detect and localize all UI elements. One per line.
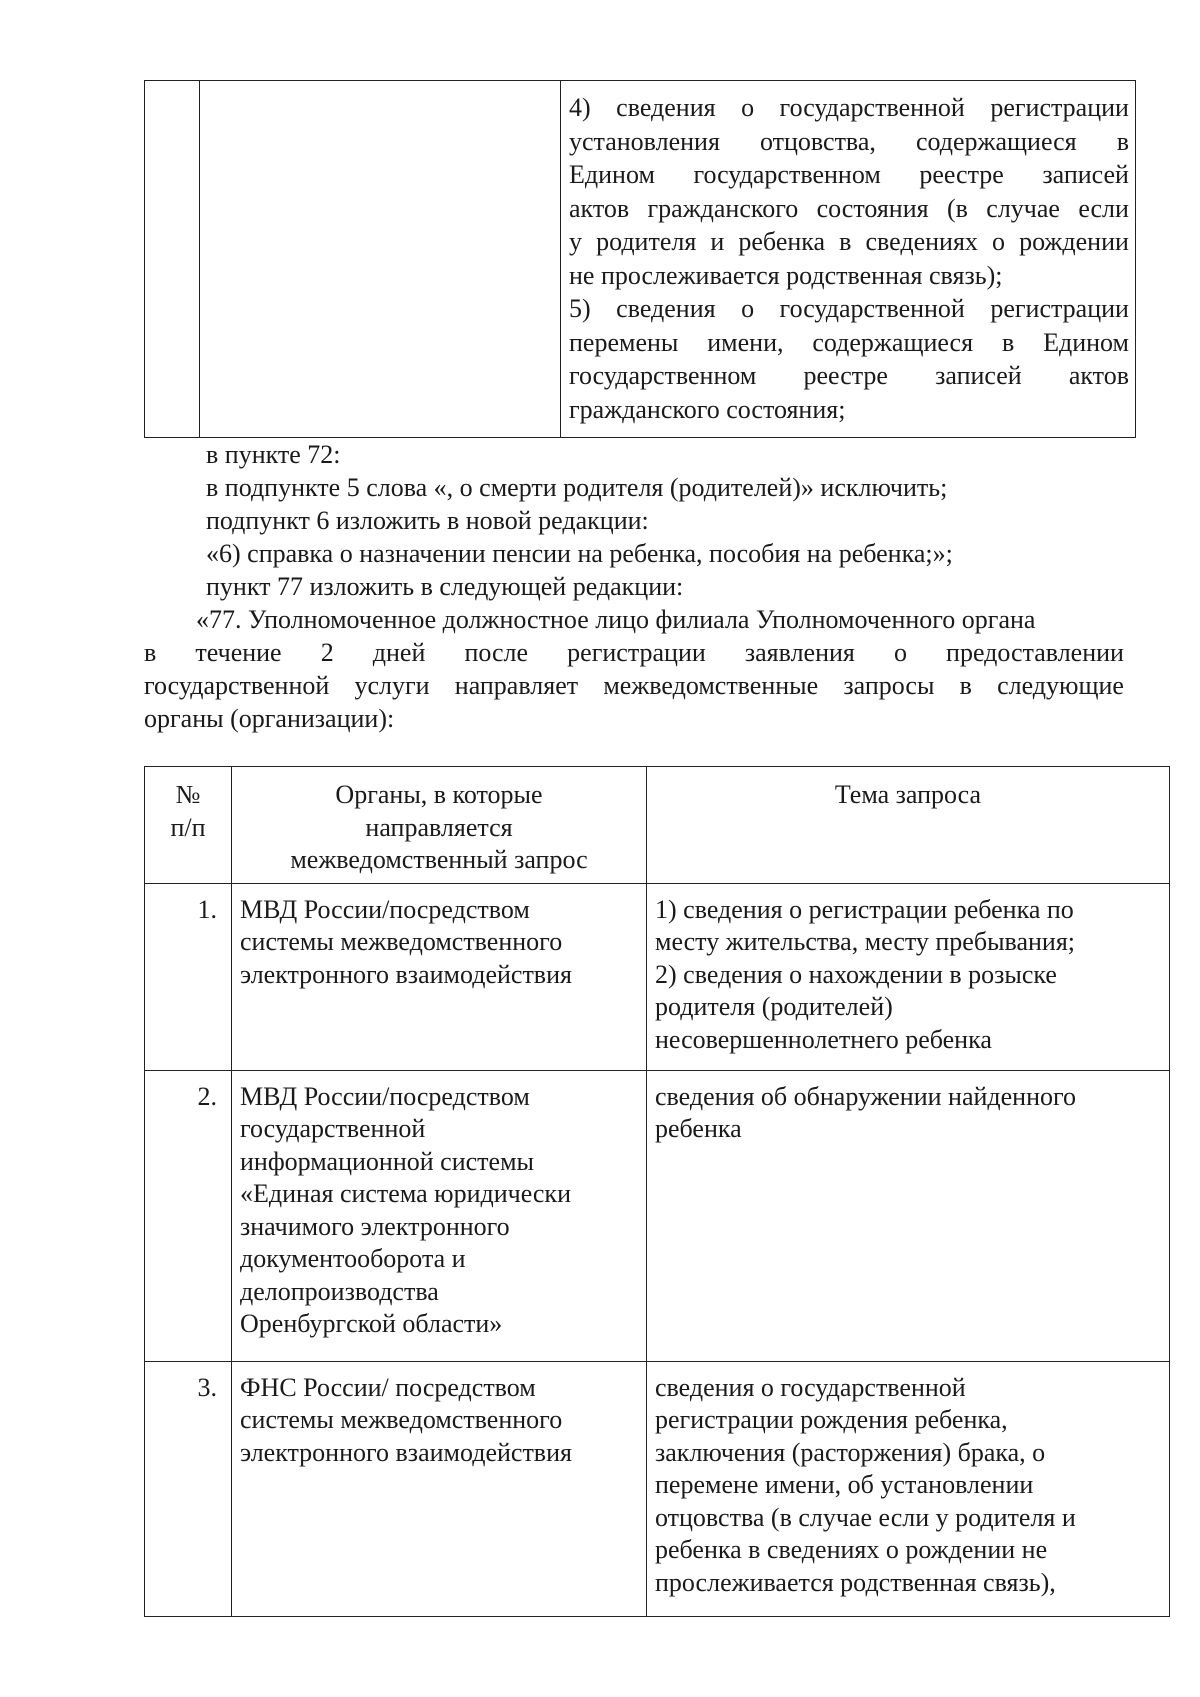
body-line: подпункт 6 изложить в новой редакции: bbox=[206, 506, 649, 535]
word: сведениях bbox=[865, 227, 978, 256]
word: состояния bbox=[816, 193, 929, 223]
continuation-text-line bbox=[569, 225, 1129, 259]
continuation-text-line bbox=[569, 359, 1129, 393]
table-row bbox=[145, 1361, 1170, 1616]
word: реестре bbox=[919, 160, 1004, 189]
body-line: «77. Уполномоченное должностное лицо филиала Уполномоченного органа bbox=[196, 605, 1036, 634]
word: в bbox=[1116, 126, 1129, 156]
word: государственном bbox=[569, 361, 757, 390]
row-organ: МВД России/посредством государственной информационной системы «Единая система юридически значимого электронного документооборота и делопроизводства Оренбургской области» bbox=[232, 1070, 647, 1361]
word: государственной bbox=[779, 93, 965, 122]
continuation-number-cell bbox=[145, 81, 200, 438]
continuation-text-line bbox=[569, 292, 1129, 326]
word: установления bbox=[569, 126, 720, 156]
word: о bbox=[741, 93, 755, 122]
row-number: 1. bbox=[145, 883, 232, 1070]
word: сведения bbox=[616, 294, 716, 323]
header-organs: Органы, в которые направляется межведомственный запрос bbox=[232, 767, 647, 884]
row-topic: сведения о государственной регистрации рождения ребенка, заключения (расторжения) брака, о перемене имени, об установлении отцовства (в случае если у родителя и ребенка в сведениях о рождении не прослеживается родственная связь), bbox=[647, 1361, 1170, 1616]
table-row bbox=[145, 883, 1170, 1070]
body-line: органы (организации): bbox=[144, 704, 395, 733]
continuation-table bbox=[144, 80, 1136, 438]
row-topic: 1) сведения о регистрации ребенка по месту жительства, месту пребывания; 2) сведения о нахождении в розыске родителя (родителей) несовершеннолетнего ребенка bbox=[647, 883, 1170, 1070]
amendment-text bbox=[144, 438, 1124, 735]
continuation-topic-cell bbox=[561, 81, 1136, 438]
continuation-text-line bbox=[569, 326, 1129, 360]
word: о bbox=[893, 638, 907, 667]
word: запросы bbox=[843, 671, 935, 700]
word: услуги bbox=[354, 671, 430, 700]
word: ребенка bbox=[738, 227, 826, 256]
word: перемены bbox=[569, 327, 679, 357]
word: актов bbox=[1068, 361, 1129, 390]
continuation-organ-cell bbox=[200, 81, 561, 438]
word: имени, bbox=[707, 327, 784, 357]
body-line-justified bbox=[144, 669, 1124, 702]
row-number: 3. bbox=[145, 1361, 232, 1616]
word: в bbox=[1001, 327, 1015, 357]
word: государственном bbox=[693, 160, 881, 189]
continuation-topic-text bbox=[569, 91, 1129, 426]
table-row bbox=[145, 1070, 1170, 1361]
word: случае bbox=[986, 193, 1060, 223]
word: записей bbox=[1042, 160, 1129, 189]
word: не прослеживается родственная связь); bbox=[569, 260, 1003, 290]
word: содержащиеся bbox=[812, 327, 974, 357]
row-organ: МВД России/посредством системы межведомственного электронного взаимодействия bbox=[232, 883, 647, 1070]
word: рождении bbox=[1019, 227, 1129, 256]
word: регистрации bbox=[990, 294, 1129, 323]
word: регистрации bbox=[990, 93, 1129, 122]
word: следующие bbox=[997, 671, 1124, 700]
header-number: № п/п bbox=[145, 767, 232, 884]
word: межведомственные bbox=[603, 671, 819, 700]
word: государственной bbox=[144, 671, 330, 700]
word: родителя bbox=[596, 227, 697, 256]
word: государственной bbox=[779, 294, 965, 323]
word: сведения bbox=[616, 93, 716, 122]
body-line-justified bbox=[144, 636, 1124, 669]
word: актов bbox=[569, 193, 630, 223]
row-topic: сведения об обнаружении найденного ребенка bbox=[647, 1070, 1170, 1361]
word: дней bbox=[372, 638, 426, 667]
word: у bbox=[569, 227, 582, 256]
interagency-requests-table bbox=[144, 766, 1170, 1617]
word: в bbox=[959, 671, 972, 700]
continuation-text-line bbox=[569, 125, 1129, 159]
word: о bbox=[992, 227, 1005, 256]
row-organ: ФНС России/ посредством системы межведомственного электронного взаимодействия bbox=[232, 1361, 647, 1616]
word: в bbox=[839, 227, 852, 256]
word: записей bbox=[935, 361, 1022, 390]
table-header-row bbox=[145, 767, 1170, 884]
word: гражданского bbox=[647, 193, 799, 223]
word: в bbox=[144, 638, 157, 667]
word: если bbox=[1078, 193, 1129, 223]
word: (в bbox=[946, 193, 968, 223]
body-line: «6) справка о назначении пенсии на ребенка, пособия на ребенка;»; bbox=[206, 539, 953, 568]
word: после bbox=[464, 638, 529, 667]
word: гражданского состояния; bbox=[569, 394, 846, 424]
word: реестре bbox=[803, 361, 888, 390]
continuation-text-line bbox=[569, 192, 1129, 226]
word: содержащиеся bbox=[915, 126, 1077, 156]
word: 2 bbox=[320, 638, 334, 667]
word: отцовства, bbox=[759, 126, 876, 156]
continuation-text-line bbox=[569, 393, 1129, 427]
row-number: 2. bbox=[145, 1070, 232, 1361]
header-topic: Тема запроса bbox=[647, 767, 1170, 884]
body-line: в подпункте 5 слова «, о смерти родителя (родителей)» исключить; bbox=[206, 473, 948, 502]
continuation-text-line bbox=[569, 91, 1129, 125]
word: Едином bbox=[569, 160, 655, 189]
word: течение bbox=[195, 638, 282, 667]
word: предоставлении bbox=[946, 638, 1124, 667]
word: и bbox=[710, 227, 725, 256]
word: 4) bbox=[569, 93, 591, 122]
continuation-text-line bbox=[569, 158, 1129, 192]
word: заявления bbox=[744, 638, 855, 667]
word: 5) bbox=[569, 294, 591, 323]
word: направляет bbox=[454, 671, 579, 700]
word: о bbox=[741, 294, 755, 323]
body-line: в пункте 72: bbox=[206, 440, 341, 469]
continuation-text-line bbox=[569, 259, 1129, 293]
word: Едином bbox=[1043, 327, 1129, 357]
body-line: пункт 77 изложить в следующей редакции: bbox=[206, 572, 684, 601]
word: регистрации bbox=[567, 638, 706, 667]
